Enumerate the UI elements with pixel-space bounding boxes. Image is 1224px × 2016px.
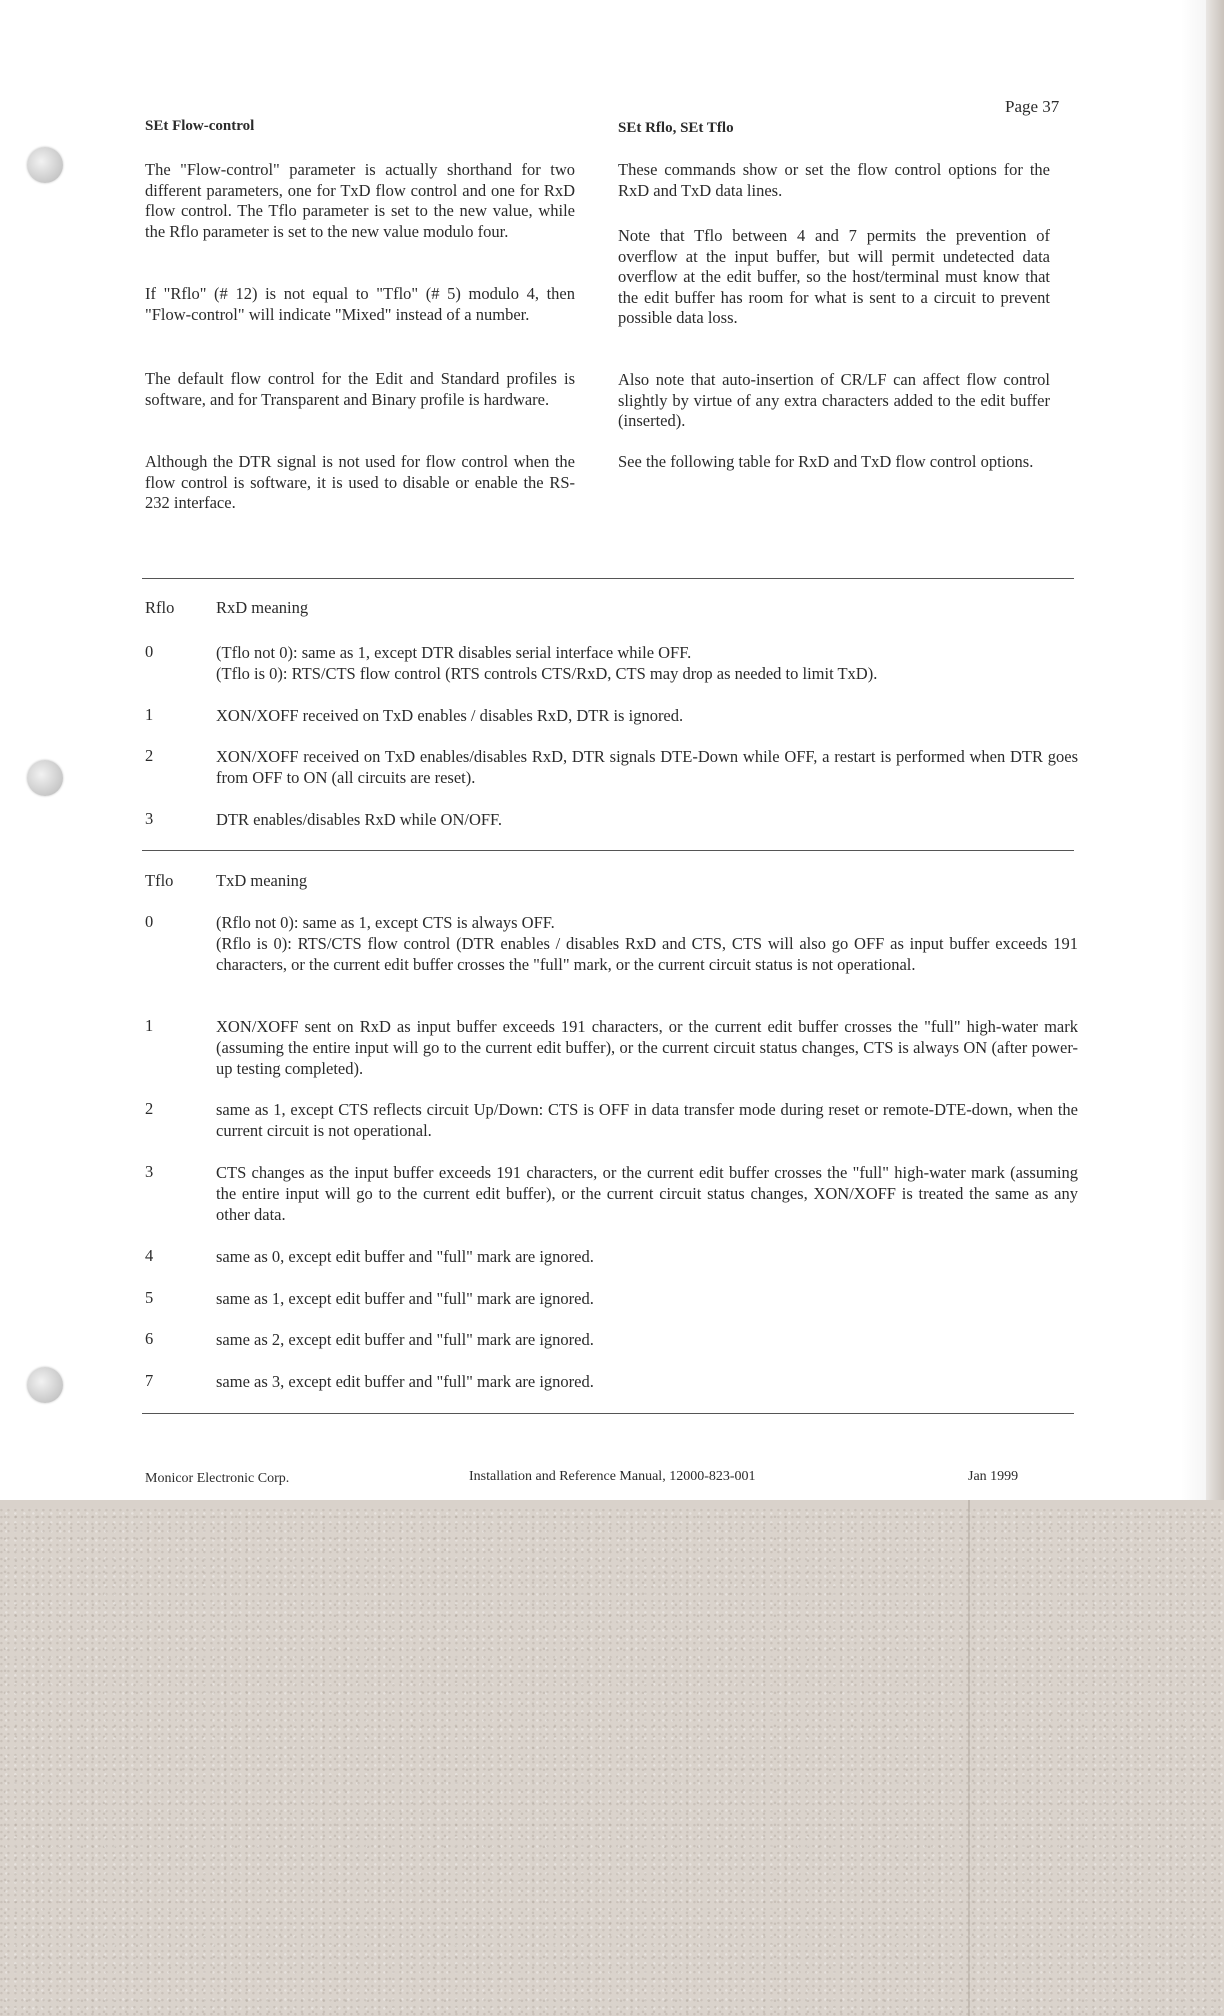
left-paragraph: The "Flow-control" parameter is actually shorthand for two different parameters, one for TxD flow control and one for RxD flow control. The Tflo parameter is set to the new value, while the Rflo parameter is set to the new value modulo four. [145, 160, 575, 241]
right-paragraph: Note that Tflo between 4 and 7 permits the prevention of overflow at the input buffer, but will permit undetected data overflow at the edit buffer, so the host/terminal must know that the edit buffer has room for what is sent to a circuit to prevent possible data loss. [618, 226, 1050, 327]
tflo-row-key: 6 [145, 1329, 154, 1348]
tflo-row-key: 0 [145, 912, 154, 931]
left-paragraph: Although the DTR signal is not used for flow control when the flow control is software, it is used to disable or enable the RS-232 interface. [145, 452, 575, 512]
tflo-column-header: Tflo [145, 871, 174, 890]
tflo-row-key: 5 [145, 1288, 154, 1307]
tflo-row-text: (Rflo not 0): same as 1, except CTS is always OFF. (Rflo is 0): RTS/CTS flow control (DTR enables / disables RxD and CTS, CTS will also go OFF as input buffer exceeds 191 characters, or the current edit buffer crosses the "full" mark, or the current circuit status is not operational. [216, 913, 1078, 974]
divider-rule [142, 850, 1074, 851]
page-number: Page 37 [1005, 97, 1060, 116]
tflo-row-key: 2 [145, 1099, 154, 1118]
right-column-heading: SEt Rflo, SEt Tflo [618, 120, 734, 136]
rxd-meaning-header: RxD meaning [216, 598, 309, 617]
rflo-row-text: XON/XOFF received on TxD enables/disables RxD, DTR signals DTE-Down while OFF, a restart is performed when DTR goes from OFF to ON (all circuits are reset). [216, 747, 1078, 787]
tflo-row-text: CTS changes as the input buffer exceeds 191 characters, or the current edit buffer crosses the "full" high-water mark (assuming the entire input will go to the current edit buffer), or the current circuit status changes, XON/XOFF is treated the same as any other data. [216, 1163, 1078, 1224]
right-paragraph: These commands show or set the flow control options for the RxD and TxD data lines. [618, 160, 1050, 200]
rflo-row-key: 3 [145, 809, 154, 828]
rflo-row-key: 2 [145, 746, 154, 765]
rflo-row-text: XON/XOFF received on TxD enables / disables RxD, DTR is ignored. [216, 706, 684, 725]
left-column-heading: SEt Flow-control [145, 118, 255, 134]
rflo-row-key: 0 [145, 642, 154, 661]
tflo-row-key: 3 [145, 1162, 154, 1181]
tflo-row-text: same as 2, except edit buffer and "full" mark are ignored. [216, 1330, 594, 1349]
punch-hole-top [27, 147, 63, 183]
txd-meaning-header: TxD meaning [216, 871, 308, 890]
punch-hole-middle [27, 760, 63, 796]
rflo-row-key: 1 [145, 705, 154, 724]
divider-rule [142, 578, 1074, 579]
right-paragraph: Also note that auto-insertion of CR/LF can affect flow control slightly by virtue of any extra characters added to the edit buffer (inserted). [618, 370, 1050, 430]
tflo-row-key: 7 [145, 1371, 154, 1390]
footer-date: Jan 1999 [968, 1469, 1019, 1484]
footer-manual: Installation and Reference Manual, 12000-823-001 [469, 1469, 756, 1484]
rflo-row-text: (Tflo not 0): same as 1, except DTR disables serial interface while OFF. (Tflo is 0): RTS/CTS flow control (RTS controls CTS/RxD, CTS may drop as needed to limit TxD). [216, 643, 878, 683]
divider-rule [142, 1413, 1074, 1414]
background-surface [0, 1508, 1224, 2016]
left-paragraph: If "Rflo" (# 12) is not equal to "Tflo" (# 5) modulo 4, then "Flow-control" will indicate "Mixed" instead of a number. [145, 284, 575, 324]
page-edge-shadow [1206, 0, 1224, 1500]
rflo-row-text: DTR enables/disables RxD while ON/OFF. [216, 810, 503, 829]
tflo-row-text: XON/XOFF sent on RxD as input buffer exceeds 191 characters, or the current edit buffer crosses the "full" high-water mark (assuming the entire input will go to the current edit buffer), or the current circuit status changes, CTS is always ON (after power-up testing completed). [216, 1017, 1078, 1078]
rflo-column-header: Rflo [145, 598, 175, 617]
tflo-row-text: same as 1, except edit buffer and "full" mark are ignored. [216, 1289, 594, 1308]
right-paragraph: See the following table for RxD and TxD flow control options. [618, 452, 1034, 471]
tflo-row-text: same as 3, except edit buffer and "full" mark are ignored. [216, 1372, 594, 1391]
punch-hole-bottom [27, 1367, 63, 1403]
tflo-row-text: same as 0, except edit buffer and "full" mark are ignored. [216, 1247, 594, 1266]
tflo-row-text: same as 1, except CTS reflects circuit Up/Down: CTS is OFF in data transfer mode during reset or remote-DTE-down, when the current circuit is not operational. [216, 1100, 1078, 1140]
surface-seam [968, 1500, 970, 2016]
tflo-row-key: 1 [145, 1016, 154, 1035]
footer-company: Monicor Electronic Corp. [145, 1471, 290, 1486]
left-paragraph: The default flow control for the Edit and Standard profiles is software, and for Transparent and Binary profile is hardware. [145, 369, 575, 409]
tflo-row-key: 4 [145, 1246, 154, 1265]
